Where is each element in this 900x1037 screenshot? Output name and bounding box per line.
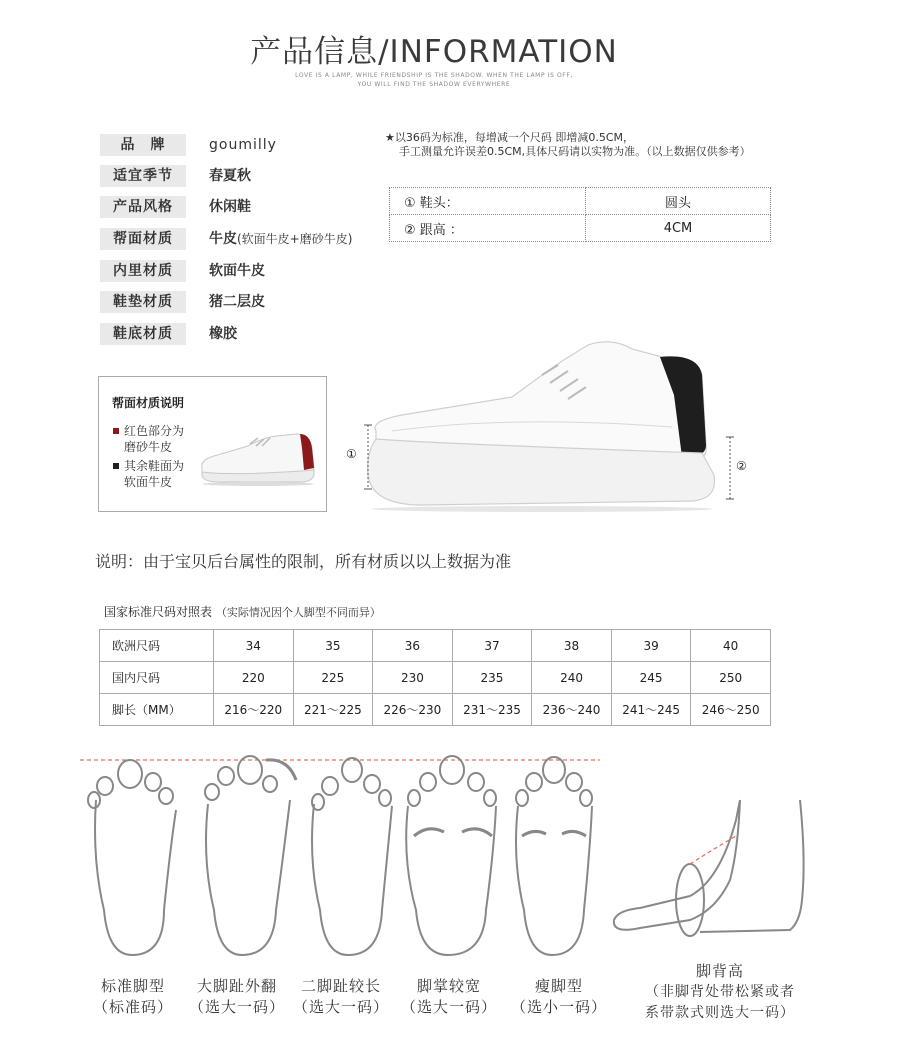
attribute-value: goumilly xyxy=(209,137,277,153)
attribute-label: 品 牌 xyxy=(100,134,186,156)
page-title: 产品信息/INFORMATION xyxy=(250,34,618,70)
size-cell: 35 xyxy=(293,630,373,662)
size-cell: 236～240 xyxy=(532,694,612,726)
size-cell: 246～250 xyxy=(691,694,771,726)
material-explain-title: 帮面材质说明 xyxy=(112,396,185,410)
dimension-row-toe xyxy=(390,188,771,215)
legend-dark-swatch xyxy=(113,463,119,469)
size-cell: 241～245 xyxy=(611,694,691,726)
size-cell: 36 xyxy=(373,630,453,662)
foot-type-advice: （选大一码） xyxy=(292,998,389,1016)
foot-type-caption-narrow xyxy=(508,976,610,1018)
foot-type-caption-high-instep xyxy=(630,961,810,1024)
legend-smooth-line-1: 其余鞋面为 xyxy=(124,459,185,473)
small-shoe-image xyxy=(196,424,320,486)
size-row-head: 脚长（MM） xyxy=(100,694,214,726)
dimension-value: 圆头 xyxy=(586,188,771,215)
dimension-key: ① 鞋头： xyxy=(390,188,586,215)
size-cell: 245 xyxy=(611,662,691,694)
foot-type-advice: （选小一码） xyxy=(510,998,607,1016)
size-cell: 235 xyxy=(452,662,532,694)
attribute-value: 软面牛皮 xyxy=(209,263,265,279)
foot-type-caption-standard xyxy=(82,976,184,1018)
foot-type-advice-line-2: 系带款式则选大一码） xyxy=(645,1005,795,1021)
legend-suede-line-2: 磨砂牛皮 xyxy=(124,440,173,454)
size-cell: 34 xyxy=(214,630,294,662)
size-cell: 39 xyxy=(611,630,691,662)
size-note xyxy=(385,131,751,159)
size-row-head: 国内尺码 xyxy=(100,662,214,694)
dimension-key: ② 跟高 ： xyxy=(390,215,586,242)
attribute-label: 鞋垫材质 xyxy=(100,291,186,313)
attribute-value: 春夏秋 xyxy=(209,168,251,184)
size-row-foot-length xyxy=(100,694,771,726)
size-row-head: 欧洲尺码 xyxy=(100,630,214,662)
size-cell: 230 xyxy=(373,662,453,694)
material-statement: 说明：由于宝贝后台属性的限制，所有材质以以上数据为准 xyxy=(95,552,512,571)
size-chart-title: 国家标准尺码对照表 （实际情况因个人脚型不同而异） xyxy=(104,605,381,619)
attribute-value: 橡胶 xyxy=(209,326,237,342)
size-cell: 38 xyxy=(532,630,612,662)
legend-suede-line-1: 红色部分为 xyxy=(124,424,185,438)
size-cell: 216～220 xyxy=(214,694,294,726)
attribute-label: 内里材质 xyxy=(100,260,186,282)
size-cell: 225 xyxy=(293,662,373,694)
size-row-eu xyxy=(100,630,771,662)
foot-type-name: 瘦脚型 xyxy=(534,977,583,995)
long-second-toe-foot-icon xyxy=(312,758,392,955)
attribute-value: 猪二层皮 xyxy=(209,294,265,310)
bunion-foot-icon xyxy=(205,756,296,955)
size-cell: 226～230 xyxy=(373,694,453,726)
marker-1-label: ① xyxy=(346,447,357,461)
foot-type-caption-bunion xyxy=(186,976,288,1018)
foot-type-caption-long-toe xyxy=(290,976,392,1018)
foot-type-advice: （选大一码） xyxy=(400,998,497,1016)
toe-height-marker xyxy=(364,424,372,490)
attribute-value: 休闲鞋 xyxy=(209,199,251,215)
legend-smooth-line-2: 软面牛皮 xyxy=(124,475,173,489)
legend-suede xyxy=(112,423,184,455)
attribute-label: 产品风格 xyxy=(100,196,186,218)
size-chart-table xyxy=(99,629,771,726)
foot-type-advice-line-1: （非脚背处带松紧或者 xyxy=(645,984,795,1000)
foot-type-name: 脚背高 xyxy=(695,962,744,980)
foot-type-name: 大脚趾外翻 xyxy=(196,977,277,995)
attribute-value: 牛皮(软面牛皮+磨砂牛皮) xyxy=(209,231,353,247)
foot-type-name: 脚掌较宽 xyxy=(416,977,481,995)
slogan-line-2: YOU WILL FIND THE SHADOW EVERYWHERE xyxy=(357,81,511,88)
size-cell: 37 xyxy=(452,630,532,662)
dimension-row-heel xyxy=(390,215,771,242)
dimensions-table xyxy=(389,187,771,242)
attribute-label: 帮面材质 xyxy=(100,228,186,250)
foot-types-illustration xyxy=(0,740,900,972)
marker-2-label: ② xyxy=(736,459,747,473)
standard-foot-icon xyxy=(88,760,176,955)
size-row-cn xyxy=(100,662,771,694)
size-note-line-1: ★以36码为标准，每增减一个尺码 即增减0.5CM， xyxy=(385,131,635,144)
high-instep-foot-icon xyxy=(614,800,804,936)
attribute-label: 鞋底材质 xyxy=(100,323,186,345)
attribute-label: 适宜季节 xyxy=(100,165,186,187)
legend-red-swatch xyxy=(113,428,119,434)
size-cell: 40 xyxy=(691,630,771,662)
legend-smooth xyxy=(112,458,184,490)
wide-foot-icon xyxy=(406,756,496,955)
size-cell: 221～225 xyxy=(293,694,373,726)
foot-type-advice: （标准码） xyxy=(92,998,173,1016)
foot-type-name: 标准脚型 xyxy=(100,977,165,995)
heel-height-marker xyxy=(726,436,734,500)
foot-type-name: 二脚趾较长 xyxy=(300,977,381,995)
slogan-line-1: LOVE IS A LAMP, WHILE FRIENDSHIP IS THE SHADOW. WHEN THE LAMP IS OFF, xyxy=(295,72,573,79)
dimension-value: 4CM xyxy=(586,215,771,242)
foot-type-advice: （选大一码） xyxy=(188,998,285,1016)
size-note-line-2: 手工测量允许误差0.5CM,具体尺码请以实物为准。（以上数据仅供参考） xyxy=(399,145,751,158)
size-cell: 231～235 xyxy=(452,694,532,726)
foot-type-caption-wide xyxy=(398,976,500,1018)
size-cell: 250 xyxy=(691,662,771,694)
size-cell: 220 xyxy=(214,662,294,694)
narrow-foot-icon xyxy=(516,757,592,955)
shoe-image xyxy=(362,335,724,513)
size-cell: 240 xyxy=(532,662,612,694)
